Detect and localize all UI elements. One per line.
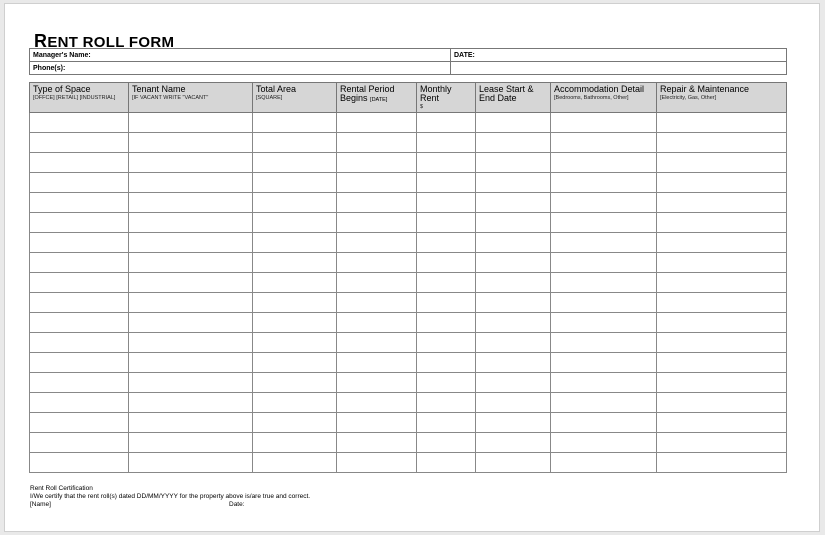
table-cell[interactable] xyxy=(476,373,551,393)
table-cell[interactable] xyxy=(551,113,657,133)
phone-field-extra[interactable] xyxy=(451,62,787,75)
table-cell[interactable] xyxy=(129,453,253,473)
table-cell[interactable] xyxy=(129,273,253,293)
col-rental-period: Rental Period Begins [DATE] xyxy=(337,83,417,113)
table-cell[interactable] xyxy=(129,413,253,433)
table-cell[interactable] xyxy=(30,453,129,473)
table-cell[interactable] xyxy=(337,373,417,393)
table-cell[interactable] xyxy=(657,233,787,253)
table-cell[interactable] xyxy=(337,273,417,293)
phone-field[interactable]: Phone(s): xyxy=(30,62,451,75)
table-body xyxy=(30,113,787,473)
table-cell[interactable] xyxy=(253,233,337,253)
name-label[interactable]: [Name] xyxy=(30,501,51,508)
table-cell[interactable] xyxy=(30,273,129,293)
table-cell[interactable] xyxy=(417,393,476,413)
table-cell[interactable] xyxy=(417,433,476,453)
table-cell[interactable] xyxy=(253,333,337,353)
table-cell[interactable] xyxy=(253,113,337,133)
table-cell[interactable] xyxy=(129,373,253,393)
table-cell[interactable] xyxy=(253,213,337,233)
table-cell[interactable] xyxy=(476,453,551,473)
table-cell[interactable] xyxy=(551,393,657,413)
table-cell[interactable] xyxy=(253,293,337,313)
table-cell[interactable] xyxy=(30,213,129,233)
table-cell[interactable] xyxy=(551,233,657,253)
table-cell[interactable] xyxy=(129,393,253,413)
table-row xyxy=(30,193,787,213)
table-row xyxy=(30,113,787,133)
table-cell[interactable] xyxy=(337,233,417,253)
table-cell[interactable] xyxy=(253,353,337,373)
table-cell[interactable] xyxy=(476,333,551,353)
col-type-of-space: Type of Space [OFFCE] [RETAIL] [INDUSTRIAL] xyxy=(30,83,129,113)
date-field[interactable]: DATE: xyxy=(451,49,787,62)
table-row xyxy=(30,333,787,353)
table-cell[interactable] xyxy=(417,193,476,213)
table-cell[interactable] xyxy=(417,133,476,153)
table-row xyxy=(30,293,787,313)
table-cell[interactable] xyxy=(129,233,253,253)
table-cell[interactable] xyxy=(657,153,787,173)
table-row xyxy=(30,253,787,273)
table-cell[interactable] xyxy=(417,233,476,253)
table-cell[interactable] xyxy=(129,333,253,353)
table-cell[interactable] xyxy=(417,353,476,373)
rent-roll-table xyxy=(29,82,787,473)
table-cell[interactable] xyxy=(337,173,417,193)
table-cell[interactable] xyxy=(337,453,417,473)
table-cell[interactable] xyxy=(417,413,476,433)
table-cell[interactable] xyxy=(253,313,337,333)
col-accommodation: Accommodation Detail [Bedrooms, Bathrooms, Other] xyxy=(551,83,657,113)
table-cell[interactable] xyxy=(337,193,417,213)
header-row xyxy=(30,83,787,113)
table-cell[interactable] xyxy=(30,353,129,373)
table-cell[interactable] xyxy=(551,213,657,233)
table-cell[interactable] xyxy=(657,353,787,373)
table-cell[interactable] xyxy=(476,213,551,233)
table-cell[interactable] xyxy=(551,193,657,213)
table-cell[interactable] xyxy=(551,253,657,273)
col-tenant-name: Tenant Name [IF VACANT WRITE "VACANT" xyxy=(129,83,253,113)
signature-row xyxy=(30,501,790,509)
table-cell[interactable] xyxy=(657,213,787,233)
table-cell[interactable] xyxy=(129,193,253,213)
table-cell[interactable] xyxy=(551,273,657,293)
table-cell[interactable] xyxy=(337,293,417,313)
document-page xyxy=(4,3,820,532)
table-row xyxy=(30,453,787,473)
table-cell[interactable] xyxy=(253,153,337,173)
table-cell[interactable] xyxy=(657,293,787,313)
table-cell[interactable] xyxy=(417,213,476,233)
table-cell[interactable] xyxy=(551,413,657,433)
table-cell[interactable] xyxy=(417,313,476,333)
certification-footer xyxy=(30,485,790,509)
table-cell[interactable] xyxy=(476,253,551,273)
table-cell[interactable] xyxy=(417,113,476,133)
table-cell[interactable] xyxy=(476,113,551,133)
table-cell[interactable] xyxy=(551,453,657,473)
table-cell[interactable] xyxy=(417,293,476,313)
manager-info-table xyxy=(29,48,787,75)
table-row xyxy=(30,213,787,233)
table-cell[interactable] xyxy=(30,153,129,173)
table-cell[interactable] xyxy=(30,173,129,193)
table-row xyxy=(30,353,787,373)
table-cell[interactable] xyxy=(657,373,787,393)
col-total-area: Total Area [SQUARE] xyxy=(253,83,337,113)
table-cell[interactable] xyxy=(30,233,129,253)
table-cell[interactable] xyxy=(476,133,551,153)
table-cell[interactable] xyxy=(476,313,551,333)
table-cell[interactable] xyxy=(657,393,787,413)
table-cell[interactable] xyxy=(657,313,787,333)
table-cell[interactable] xyxy=(551,333,657,353)
table-cell[interactable] xyxy=(476,413,551,433)
table-row xyxy=(30,233,787,253)
table-cell[interactable] xyxy=(253,253,337,273)
table-row xyxy=(30,433,787,453)
table-cell[interactable] xyxy=(30,393,129,413)
table-cell[interactable] xyxy=(476,233,551,253)
col-lease-dates: Lease Start & End Date xyxy=(476,83,551,113)
table-cell[interactable] xyxy=(337,353,417,373)
info-row-manager xyxy=(30,49,787,62)
table-cell[interactable] xyxy=(551,293,657,313)
table-cell[interactable] xyxy=(337,133,417,153)
table-cell[interactable] xyxy=(657,113,787,133)
table-cell[interactable] xyxy=(417,153,476,173)
table-cell[interactable] xyxy=(337,113,417,133)
table-cell[interactable] xyxy=(30,133,129,153)
table-cell[interactable] xyxy=(476,173,551,193)
table-cell[interactable] xyxy=(337,333,417,353)
table-cell[interactable] xyxy=(30,313,129,333)
table-cell[interactable] xyxy=(30,413,129,433)
col-repair-maintenance: Repair & Maintenance [Electricity, Gas, Other] xyxy=(657,83,787,113)
table-cell[interactable] xyxy=(657,433,787,453)
table-cell[interactable] xyxy=(129,253,253,273)
table-cell[interactable] xyxy=(417,173,476,193)
table-cell[interactable] xyxy=(337,413,417,433)
table-cell[interactable] xyxy=(129,213,253,233)
table-cell[interactable] xyxy=(129,293,253,313)
table-row xyxy=(30,133,787,153)
table-cell[interactable] xyxy=(30,293,129,313)
table-cell[interactable] xyxy=(253,273,337,293)
table-cell[interactable] xyxy=(253,393,337,413)
table-cell[interactable] xyxy=(337,213,417,233)
table-cell[interactable] xyxy=(551,313,657,333)
certification-statement: I/We certify that the rent roll(s) dated DD/MM/YYYY for the property above is/are true and correct. xyxy=(30,493,311,500)
table-cell[interactable] xyxy=(337,433,417,453)
table-cell[interactable] xyxy=(476,393,551,413)
table-cell[interactable] xyxy=(129,133,253,153)
table-cell[interactable] xyxy=(476,153,551,173)
table-cell[interactable] xyxy=(253,413,337,433)
table-cell[interactable] xyxy=(30,113,129,133)
table-cell[interactable] xyxy=(337,153,417,173)
table-row xyxy=(30,393,787,413)
col-monthly-rent: Monthly Rent $ xyxy=(417,83,476,113)
table-cell[interactable] xyxy=(417,273,476,293)
certification-heading: Rent Roll Certification xyxy=(30,485,93,492)
table-cell[interactable] xyxy=(417,333,476,353)
table-cell[interactable] xyxy=(253,373,337,393)
form-title: RENT ROLL FORM xyxy=(34,31,175,51)
table-cell[interactable] xyxy=(551,173,657,193)
table-cell[interactable] xyxy=(129,353,253,373)
table-cell[interactable] xyxy=(253,133,337,153)
table-cell[interactable] xyxy=(30,253,129,273)
table-row xyxy=(30,173,787,193)
table-cell[interactable] xyxy=(551,373,657,393)
table-cell[interactable] xyxy=(30,333,129,353)
table-cell[interactable] xyxy=(551,133,657,153)
table-cell[interactable] xyxy=(30,193,129,213)
table-cell[interactable] xyxy=(476,433,551,453)
table-cell[interactable] xyxy=(337,393,417,413)
table-row xyxy=(30,153,787,173)
table-cell[interactable] xyxy=(657,253,787,273)
table-row xyxy=(30,273,787,293)
table-cell[interactable] xyxy=(657,173,787,193)
table-cell[interactable] xyxy=(129,153,253,173)
table-cell[interactable] xyxy=(417,253,476,273)
table-cell[interactable] xyxy=(657,333,787,353)
table-cell[interactable] xyxy=(657,413,787,433)
table-cell[interactable] xyxy=(476,293,551,313)
table-cell[interactable] xyxy=(30,433,129,453)
table-cell[interactable] xyxy=(476,273,551,293)
table-row xyxy=(30,313,787,333)
table-cell[interactable] xyxy=(551,353,657,373)
table-cell[interactable] xyxy=(253,453,337,473)
table-cell[interactable] xyxy=(129,173,253,193)
table-cell[interactable] xyxy=(253,433,337,453)
manager-name-field[interactable]: Manager's Name: xyxy=(30,49,451,62)
info-row-phone xyxy=(30,62,787,75)
table-cell[interactable] xyxy=(657,193,787,213)
table-cell[interactable] xyxy=(129,113,253,133)
table-cell[interactable] xyxy=(657,453,787,473)
table-cell[interactable] xyxy=(30,373,129,393)
signature-date-label[interactable]: Date: xyxy=(229,501,245,508)
table-cell[interactable] xyxy=(551,153,657,173)
table-cell[interactable] xyxy=(253,173,337,193)
table-cell[interactable] xyxy=(337,253,417,273)
table-cell[interactable] xyxy=(657,273,787,293)
table-cell[interactable] xyxy=(476,193,551,213)
table-row xyxy=(30,413,787,433)
table-cell[interactable] xyxy=(129,433,253,453)
table-row xyxy=(30,373,787,393)
table-cell[interactable] xyxy=(551,433,657,453)
table-cell[interactable] xyxy=(129,313,253,333)
table-cell[interactable] xyxy=(476,353,551,373)
table-cell[interactable] xyxy=(337,313,417,333)
table-cell[interactable] xyxy=(417,373,476,393)
table-cell[interactable] xyxy=(417,453,476,473)
table-cell[interactable] xyxy=(253,193,337,213)
table-cell[interactable] xyxy=(657,133,787,153)
